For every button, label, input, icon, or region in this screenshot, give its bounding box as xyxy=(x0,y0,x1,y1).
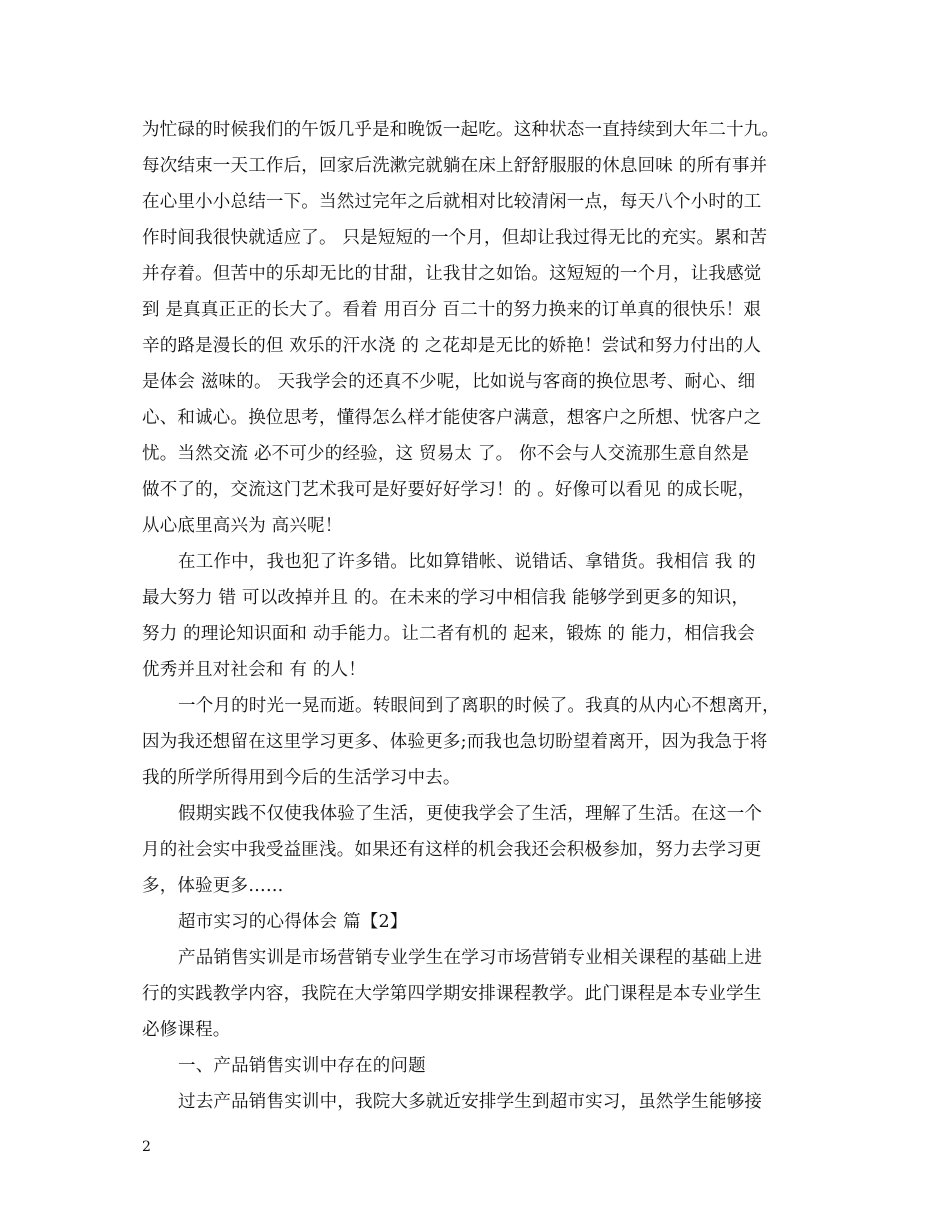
paragraph-first-line: 产品销售实训是市场营销专业学生在学习市场营销专业相关课程的基础上进 xyxy=(178,948,763,968)
text-line: 在心里小小总结一下。当然过完年之后就相对比较清闲一点，每天八个小时的工 xyxy=(142,192,762,212)
paragraph-first-line: 假期实践不仅使我体验了生活，更使我学会了生活，理解了生活。在这一个 xyxy=(178,804,763,824)
paragraph-first-line: 一个月的时光一晃而逝。转眼间到了离职的时候了。我真的从内心不想离开， xyxy=(178,696,780,716)
text-line: 作时间我很快就适应了。 只是短短的一个月，但却让我过得无比的充实。累和苦 xyxy=(142,228,768,248)
text-line: 辛的路是漫长的但 欢乐的汗水浇 的 之花却是无比的娇艳！尝试和努力付出的人 xyxy=(142,336,762,356)
text-line: 忧。当然交流 必不可少的经验，这 贸易太 了。 你不会与人交流那生意自然是 xyxy=(142,444,750,464)
text-line: 心、和诚心。换位思考，懂得怎么样才能使客户满意，想客户之所想、忧客户之 xyxy=(142,408,762,428)
text-line: 因为我还想留在这里学习更多、体验更多;而我也急切盼望着离开，因为我急于将 xyxy=(142,732,768,752)
text-line: 为忙碌的时候我们的午饭几乎是和晚饭一起吃。这种状态一直持续到大年二十九。 xyxy=(142,120,780,140)
text-line: 从心底里高兴为 高兴呢！ xyxy=(142,516,343,536)
paragraph-first-line: 过去产品销售实训中，我院大多就近安排学生到超市实习，虽然学生能够接 xyxy=(178,1092,763,1112)
paragraph-first-line: 在工作中，我也犯了许多错。比如算错帐、说错话、拿错货。我相信 我 的 xyxy=(178,552,756,572)
section-heading: 超市实习的心得体会 篇【2】 xyxy=(178,912,408,932)
text-line: 行的实践教学内容，我院在大学第四学期安排课程教学。此门课程是本专业学生 xyxy=(142,984,762,1004)
subsection-heading: 一、产品销售实训中存在的问题 xyxy=(178,1056,426,1076)
text-line: 是体会 滋味的。 天我学会的还真不少呢，比如说与客商的换位思考、耐心、细 xyxy=(142,372,756,392)
text-line: 我的所学所得用到今后的生活学习中去。 xyxy=(142,768,461,788)
text-line: 努力 的理论知识面和 动手能力。让二者有机的 起来，锻炼 的 能力，相信我会 xyxy=(142,624,755,644)
page-number: 2 xyxy=(142,1139,151,1155)
text-line: 优秀并且对社会和 有 的人！ xyxy=(142,660,366,680)
text-line: 月的社会实中我受益匪浅。如果还有这样的机会我还会积极参加，努力去学习更 xyxy=(142,840,762,860)
text-line: 多，体验更多…… xyxy=(142,876,284,896)
text-line: 并存着。但苦中的乐却无比的甘甜，让我甘之如饴。这短短的一个月，让我感觉 xyxy=(142,264,762,284)
text-line: 必修课程。 xyxy=(142,1020,231,1040)
text-line: 最大努力 错 可以改掉并且 的。在未来的学习中相信我 能够学到更多的知识， xyxy=(142,588,750,608)
text-line: 做不了的，交流这门艺术我可是好要好好学习！的 。好像可以看见 的成长呢， xyxy=(142,480,756,500)
text-line: 每次结束一天工作后，回家后洗漱完就躺在床上舒舒服服的休息回味 的所有事并 xyxy=(142,156,768,176)
text-line: 到 是真真正正的长大了。看着 用百分 百二十的努力换来的订单真的很快乐！艰 xyxy=(142,300,762,320)
